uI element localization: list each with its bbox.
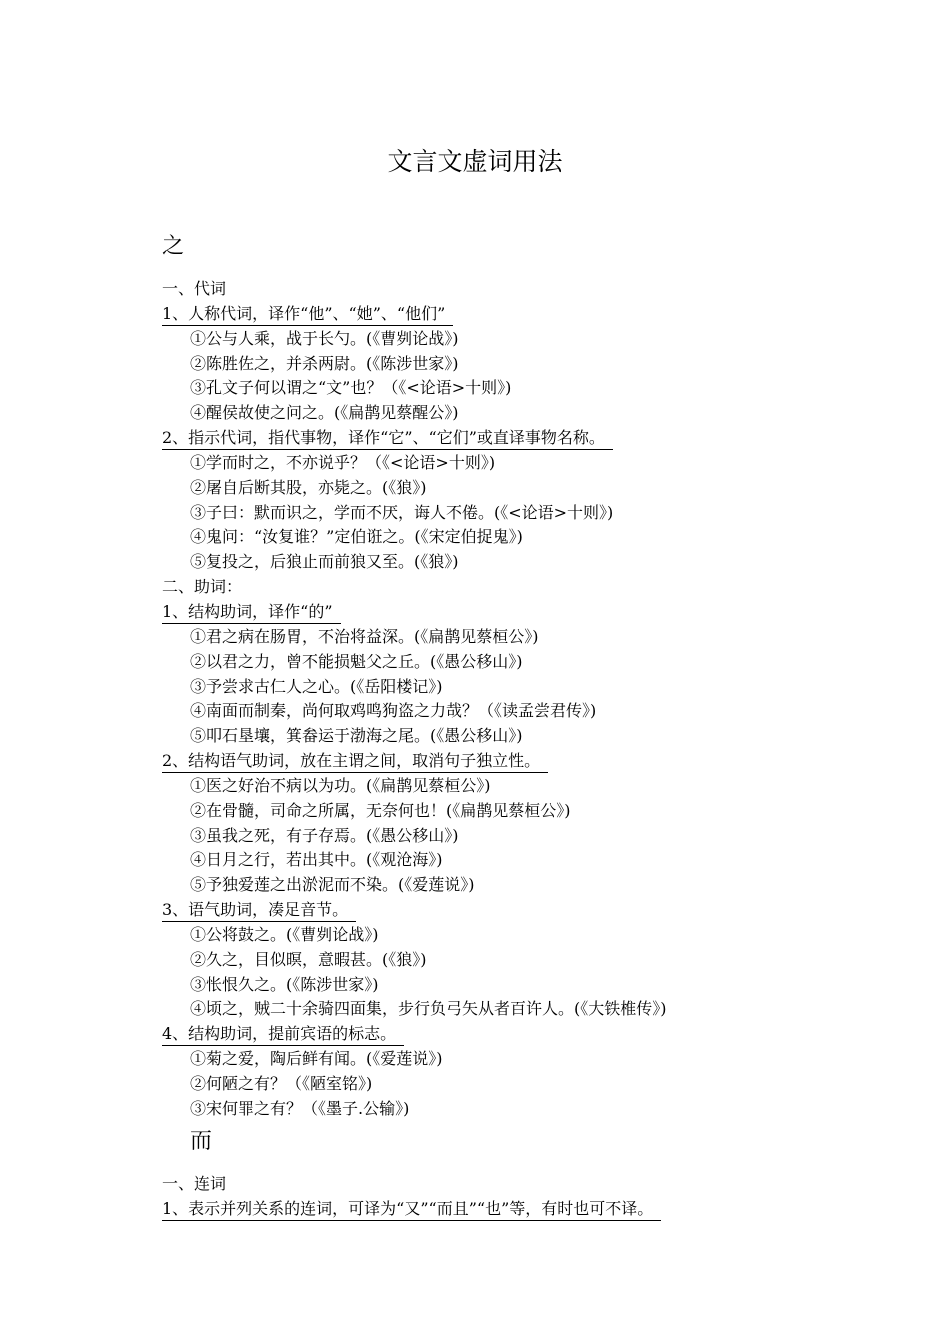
- subsection-heading-text: 2、结构语气助词，放在主谓之间，取消句子独立性。: [162, 750, 548, 773]
- subsection-heading-text: 1、表示并列关系的连词，可译为“又”“而且”“也”等，有时也可不译。: [162, 1198, 661, 1221]
- example-sentence: [162, 476, 902, 501]
- example-sentence-text: ①君之病在肠胃，不治将益深。(《扁鹊见蔡桓公》): [190, 626, 539, 646]
- example-sentence-text: ④顷之，贼二十余骑四面集，步行负弓矢从者百许人。(《大铁椎传》): [190, 999, 667, 1019]
- example-sentence: [162, 550, 902, 575]
- subsection-heading: [162, 600, 902, 625]
- example-sentence-text: ②屠自后断其股，亦毙之。(《狼》): [190, 477, 427, 497]
- word-heading-zhi: 之: [162, 234, 185, 259]
- subsection-heading-text: 1、人称代词，译作“他”、“她”、“他们”: [162, 303, 453, 326]
- subsection-heading: [162, 1197, 902, 1222]
- example-sentence: [162, 997, 902, 1022]
- example-sentence: [162, 327, 902, 352]
- example-sentence: [162, 1097, 902, 1122]
- example-sentence: [162, 650, 902, 675]
- word-section-zhi: [162, 277, 902, 1122]
- example-sentence: [162, 948, 902, 973]
- example-sentence-text: ③怅恨久之。(《陈涉世家》): [190, 974, 379, 994]
- example-sentence-text: ②在骨髓，司命之所属，无奈何也！(《扁鹊见蔡桓公》): [190, 800, 571, 820]
- example-sentence-text: ③虽我之死，有子存焉。(《愚公移山》): [190, 825, 459, 845]
- example-sentence-text: ②以君之力，曾不能损魁父之丘。(《愚公移山》): [190, 651, 523, 671]
- example-sentence-text: ①公与人乘，战于长勺。(《曹刿论战》): [190, 328, 459, 348]
- example-sentence-text: ④鬼问：“汝复谁？”定伯诳之。(《宋定伯捉鬼》): [190, 527, 523, 547]
- example-sentence-text: ④南面而制秦，尚何取鸡鸣狗盗之力哉？（《读孟尝君传》): [190, 701, 597, 721]
- example-sentence: [162, 525, 902, 550]
- example-sentence: [162, 724, 902, 749]
- example-sentence-text: ⑤叩石垦壤，箕畚运于渤海之尾。(《愚公移山》): [190, 726, 523, 746]
- example-sentence: [162, 1047, 902, 1072]
- example-sentence: [162, 451, 902, 476]
- subsection-heading: [162, 898, 902, 923]
- section-heading: [162, 1172, 902, 1197]
- subsection-heading: [162, 302, 902, 327]
- subsection-heading: [162, 426, 902, 451]
- section-heading-text: 一、代词: [162, 279, 227, 298]
- subsection-heading-text: 1、结构助词，译作“的”: [162, 601, 341, 624]
- example-sentence-text: ①学而时之，不亦说乎？（《<论语>十则》): [190, 452, 496, 472]
- word-heading-er: 而: [190, 1129, 213, 1154]
- example-sentence-text: ④醒侯故使之问之。(《扁鹊见蔡醒公》): [190, 403, 459, 423]
- example-sentence: [162, 376, 902, 401]
- subsection-heading: [162, 749, 902, 774]
- subsection-heading-text: 2、指示代词，指代事物，译作“它”、“它们”或直译事物名称。: [162, 427, 613, 450]
- example-sentence-text: ③予尝求古仁人之心。(《岳阳楼记》): [190, 676, 443, 696]
- subsection-heading: [162, 1022, 902, 1047]
- example-sentence-text: ②陈胜佐之，并杀两尉。(《陈涉世家》): [190, 353, 459, 373]
- example-sentence-text: ②何陋之有？（《陋室铭》): [190, 1074, 373, 1093]
- example-sentence-text: ②久之，目似暝，意暇甚。(《狼》): [190, 949, 427, 969]
- example-sentence: [162, 824, 902, 849]
- example-sentence: [162, 774, 902, 799]
- example-sentence-text: ①菊之爱，陶后鲜有闻。(《爱莲说》): [190, 1049, 443, 1069]
- subsection-heading-text: 4、结构助词，提前宾语的标志。: [162, 1023, 404, 1046]
- section-heading: [162, 575, 902, 600]
- example-sentence-text: ⑤复投之，后狼止而前狼又至。(《狼》): [190, 552, 459, 572]
- example-sentence: [162, 1072, 902, 1097]
- example-sentence: [162, 799, 902, 824]
- example-sentence: [162, 625, 902, 650]
- page-title: 文言文虚词用法: [387, 147, 563, 176]
- example-sentence: [162, 352, 902, 377]
- example-sentence: [162, 401, 902, 426]
- section-heading-text: 一、连词: [162, 1174, 227, 1193]
- example-sentence: [162, 973, 902, 998]
- section-heading-text: 二、助词：: [162, 577, 243, 597]
- word-section-er: [162, 1172, 902, 1222]
- example-sentence: [162, 675, 902, 700]
- section-heading: [162, 277, 902, 302]
- example-sentence-text: ①公将鼓之。(《曹刿论战》): [190, 924, 379, 944]
- example-sentence: [162, 699, 902, 724]
- example-sentence-text: ③宋何罪之有？（《墨子.公输》): [190, 1098, 410, 1118]
- subsection-heading-text: 3、语气助词，凑足音节。: [162, 899, 356, 922]
- example-sentence-text: ①医之好治不病以为功。(《扁鹊见蔡桓公》): [190, 775, 491, 795]
- example-sentence: [162, 873, 902, 898]
- example-sentence-text: ③子曰：默而识之，学而不厌，诲人不倦。(《<论语>十则》): [190, 502, 614, 522]
- example-sentence-text: ⑤予独爱莲之出淤泥而不染。(《爱莲说》): [190, 875, 475, 895]
- example-sentence-text: ③孔文子何以谓之“文”也？（《<论语>十则》): [190, 378, 512, 398]
- example-sentence: [162, 501, 902, 526]
- example-sentence-text: ④日月之行，若出其中。(《观沧海》): [190, 850, 443, 870]
- example-sentence: [162, 923, 902, 948]
- example-sentence: [162, 848, 902, 873]
